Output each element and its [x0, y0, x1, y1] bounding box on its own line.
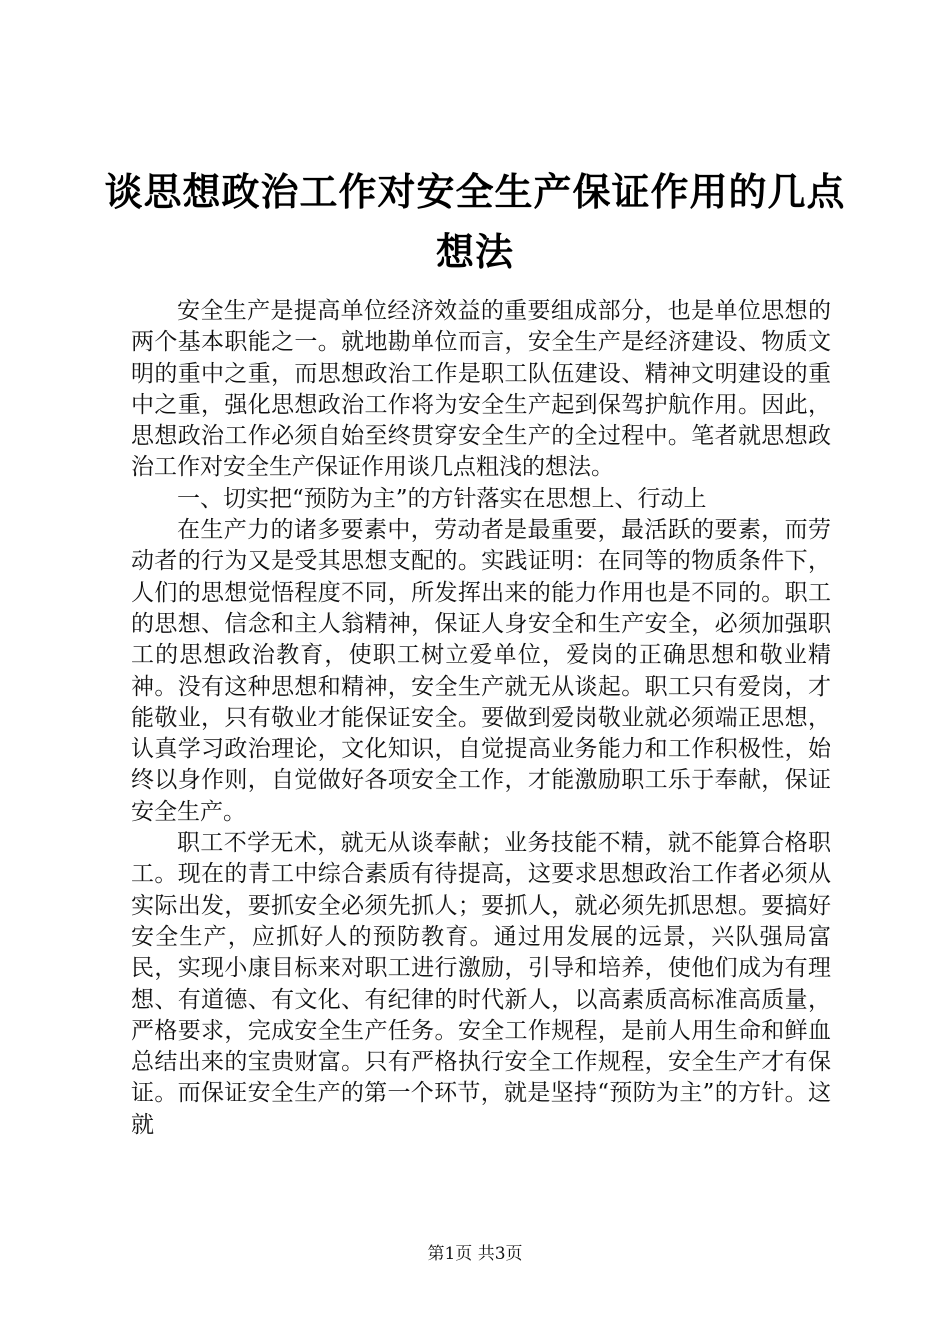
document-title: 谈思想政治工作对安全生产保证作用的几点想法 [104, 169, 846, 274]
paragraph-section-1-a: 在生产力的诸多要素中，劳动者是最重要，最活跃的要素，而劳动者的行为又是受其思想支配的。实践证明：在同等的物质条件下，人们的思想觉悟程度不同，所发挥出来的能力作用也是不同的。职工的思想、信念和主人翁精神，保证人身安全和生产安全，必须加强职工的思想政治教育，使职工树立爱单位，爱岗的正确思想和敬业精神。没有这种思想和精神，安全生产就无从谈起。职工只有爱岗，才能敬业，只有敬业才能保证安全。要做到爱岗敬业就必须端正思想，认真学习政治理论，文化知识，自觉提高业务能力和工作积极性，始终以身作则，自觉做好各项安全工作，才能激励职工乐于奉献，保证安全生产。 [131, 517, 831, 825]
paragraph-intro: 安全生产是提高单位经济效益的重要组成部分，也是单位思想的两个基本职能之一。就地勘单位而言，安全生产是经济建设、物质文明的重中之重，而思想政治工作是职工队伍建设、精神文明建设的重中之重，强化思想政治工作将为安全生产起到保驾护航作用。因此，思想政治工作必须自始至终贯穿安全生产的全过程中。笔者就思想政治工作对安全生产保证作用谈几点粗浅的想法。 [131, 298, 831, 481]
document-body [131, 296, 831, 1141]
paragraph-section-1-b: 职工不学无术，就无从谈奉献；业务技能不精，就不能算合格职工。现在的青工中综合素质有待提高，这要求思想政治工作者必须从实际出发，要抓安全必须先抓人；要抓人，就必须先抓思想。要搞好安全生产，应抓好人的预防教育。通过用发展的远景，兴队强局富民，实现小康目标来对职工进行激励，引导和培养，使他们成为有理想、有道德、有文化、有纪律的时代新人，以高素质高标准高质量，严格要求，完成安全生产任务。安全工作规程，是前人用生命和鲜血总结出来的宝贵财富。只有严格执行安全工作规程，安全生产才有保证。而保证安全生产的第一个环节，就是坚持“预防为主”的方针。这就 [131, 830, 831, 1138]
section-heading-1: 一、切实把“预防为主”的方针落实在思想上、行动上 [177, 485, 707, 512]
page-number-footer: 第1页 共3页 [427, 1244, 523, 1264]
